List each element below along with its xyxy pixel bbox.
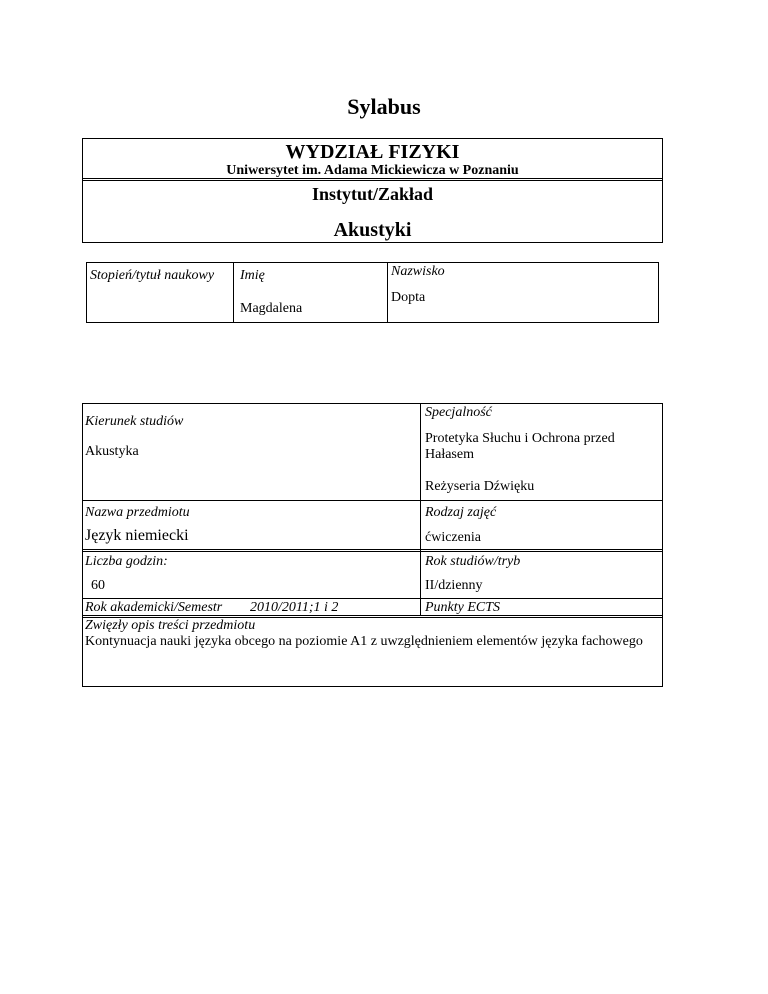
hours-label: Liczba godzin: — [85, 554, 168, 569]
hours-value: 60 — [91, 578, 105, 593]
class-type-label: Rodzaj zajęć — [425, 505, 497, 520]
specialty-value-2: Hałasem — [425, 447, 474, 462]
page-title: Sylabus — [347, 94, 421, 119]
specialty-value-3: Reżyseria Dźwięku — [425, 479, 535, 494]
course-row-divider-1 — [82, 500, 663, 501]
person-col-divider-2 — [387, 262, 388, 323]
university-name: Uniwersytet im. Adama Mickiewicza w Poznaniu — [226, 163, 519, 178]
description-value: Kontynuacja nauki języka obcego na poziomie A1 z uwzględnieniem elementów języka fachowego — [85, 634, 643, 649]
institute-value: Akustyki — [333, 219, 412, 241]
year-mode-label: Rok studiów/tryb — [425, 554, 521, 569]
field-label: Kierunek studiów — [85, 414, 184, 429]
subject-value: Język niemiecki — [85, 527, 189, 544]
academic-year-label: Rok akademicki/Semestr — [85, 600, 223, 615]
degree-label: Stopień/tytuł naukowy — [90, 268, 215, 283]
first-name-value: Magdalena — [240, 301, 303, 316]
ects-label: Punkty ECTS — [425, 600, 501, 615]
course-row-divider-3 — [82, 598, 663, 599]
description-label: Zwięzły opis treści przedmiotu — [85, 618, 256, 633]
course-row-divider-2 — [82, 549, 663, 552]
academic-year-value: 2010/2011;1 i 2 — [250, 600, 339, 615]
first-name-label: Imię — [240, 268, 265, 283]
specialty-value-1: Protetyka Słuchu i Ochrona przed — [425, 431, 615, 446]
course-col-divider — [420, 403, 421, 616]
class-type-value: ćwiczenia — [425, 530, 481, 545]
last-name-value: Dopta — [391, 290, 426, 305]
last-name-label: Nazwisko — [391, 264, 445, 279]
subject-label: Nazwa przedmiotu — [85, 505, 190, 520]
institute-label: Instytut/Zakład — [311, 184, 434, 204]
year-mode-value: II/dzienny — [425, 578, 483, 593]
faculty-name: WYDZIAŁ FIZYKI — [285, 141, 460, 163]
specialty-label: Specjalność — [425, 405, 492, 420]
person-col-divider-1 — [233, 262, 234, 323]
field-value: Akustyka — [85, 444, 139, 459]
